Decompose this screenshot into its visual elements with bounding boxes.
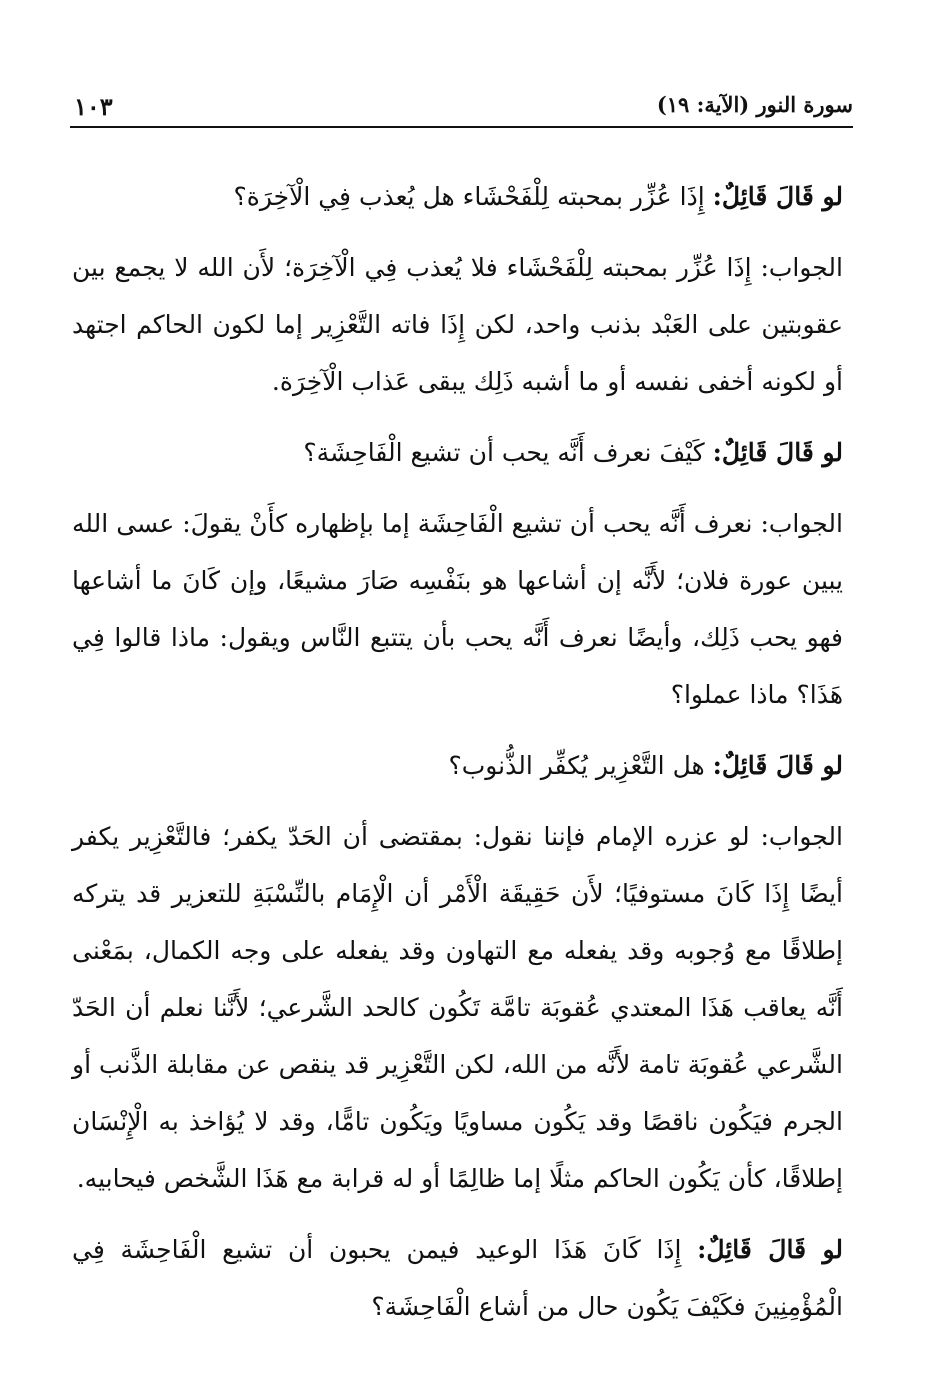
answer-lead: الجواب: — [760, 509, 843, 538]
answer-lead: الجواب: — [760, 253, 843, 282]
answer-paragraph — [72, 495, 843, 723]
answer-lead: الجواب: — [760, 822, 843, 851]
page-header — [70, 92, 853, 128]
question-lead: لو قَالَ قَائِلٌ: — [697, 1235, 843, 1264]
question-lead: لو قَالَ قَائِلٌ: — [712, 182, 843, 211]
question-paragraph — [72, 424, 843, 481]
answer-paragraph — [72, 239, 843, 410]
question-text: كَيْفَ نعرف أَنَّه يحب أن تشيع الْفَاحِشَة؟ — [303, 438, 713, 467]
answer-text: لو عزره الإمام فإننا نقول: بمقتضى أن الحَدّ يكفر؛ فالتَّعْزِير يكفر أيضًا إِذَا كَانَ مستوفيًا؛ لأَن حَقِيقَة الْأَمْر أن الْإِمَام بالنِّسْبَةِ للتعزير قد يتركه إطلاقًا مع وُجوبه وقد يفعله مع التهاون وقد يفعله على وجه الكمال، بمَعْنى أَنَّه يعاقب هَذَا المعتدي عُقوبَة تامَّة تَكُون كالحد الشَّرعي؛ لأَنَّنا نعلم أن الحَدّ الشَّرعي عُقوبَة تامة لأَنَّه من الله، لكن التَّعْزِير قد ينقص عن مقابلة الذَّنب أو الجرم فيَكُون ناقصًا وقد يَكُون مساويًا ويَكُون تامًّا، وقد لا يُؤاخذ به الْإِنْسَان إطلاقًا، كأن يَكُون الحاكم مثلًا إما ظالِمًا أو له قرابة مع هَذَا الشَّخص فيحابيه. — [72, 822, 843, 1193]
question-text: إِذَا كَانَ هَذَا الوعيد فيمن يحبون أن تشيع الْفَاحِشَة فِي الْمُؤْمِنِينَ فكَيْفَ يَكُون حال من أشاع الْفَاحِشَة؟ — [72, 1235, 843, 1321]
question-text: هل التَّعْزِير يُكفِّر الذُّنوب؟ — [448, 751, 713, 780]
running-title: سورة النور (الآية: ١٩) — [656, 92, 853, 117]
answer-text: نعرف أَنَّه يحب أن تشيع الْفَاحِشَة إما بإظهاره كأَنْ يقولَ: عسى الله يبين عورة فلان؛ لأَنَّه إن أشاعها هو بنَفْسِه صَارَ مشيعًا، وإن كَانَ ما أشاعها فهو يحب ذَلِك، وأيضًا نعرف أَنَّه يحب بأن يتتبع النَّاس ويقول: ماذا قالوا فِي هَذَا؟ ماذا عملوا؟ — [72, 509, 843, 709]
question-lead: لو قَالَ قَائِلٌ: — [712, 751, 843, 780]
question-paragraph — [72, 737, 843, 794]
question-paragraph — [72, 168, 843, 225]
question-lead: لو قَالَ قَائِلٌ: — [712, 438, 843, 467]
question-text: إِذَا عُزِّر بمحبته لِلْفَحْشَاء هل يُعذب فِي الْآخِرَة؟ — [233, 182, 713, 211]
answer-text: إِذَا عُزِّر بمحبته لِلْفَحْشَاء فلا يُعذب فِي الْآخِرَة؛ لأَن الله لا يجمع بين عقوبتين على العَبْد بذنب واحد، لكن إِذَا فاته التَّعْزِير إما لكون الحاكم اجتهد أو لكونه أخفى نفسه أو ما أشبه ذَلِك يبقى عَذاب الْآخِرَة. — [72, 253, 843, 396]
page-body — [72, 168, 843, 1349]
answer-paragraph — [72, 808, 843, 1207]
page-number: ١٠٣ — [74, 92, 113, 121]
question-paragraph — [72, 1221, 843, 1335]
